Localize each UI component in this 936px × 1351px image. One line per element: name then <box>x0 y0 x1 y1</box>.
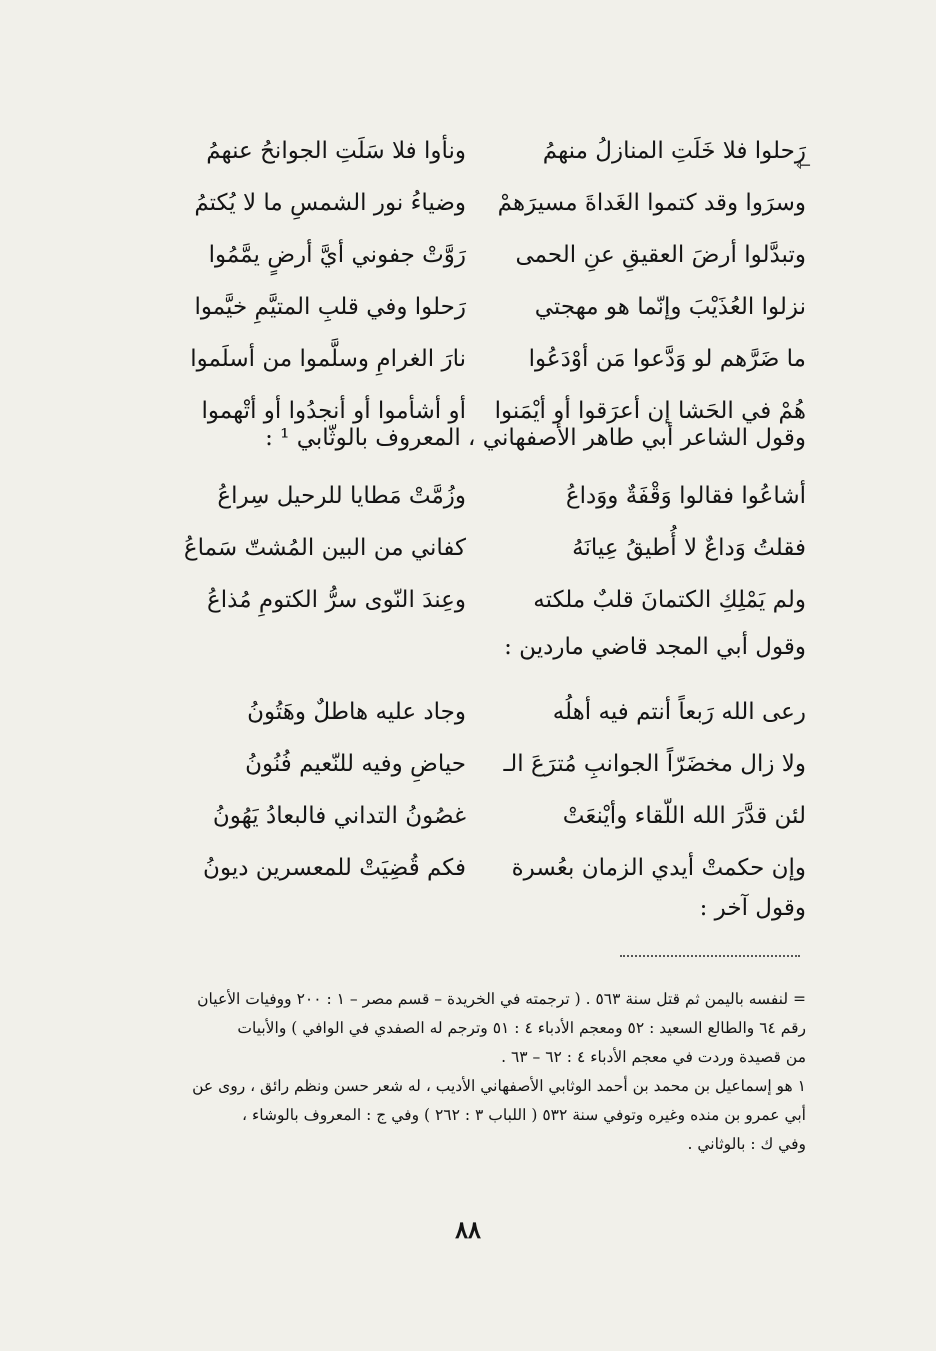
footnote-line: من قصيدة وردت في معجم الأدباء ٤ : ٦٢ – ٦٣ . <box>501 1048 806 1066</box>
verse-second-hemistich: كفاني من البين المُشتّ سَماعُ <box>183 535 466 561</box>
margin-mark: ⇽ <box>796 155 812 176</box>
verse-row <box>126 738 806 790</box>
verse-first-hemistich: ما ضَرَّهم لو وَدَّعوا مَن أوْدَعُوا <box>528 346 806 372</box>
verse-first-hemistich: وإن حكمتْ أيدي الزمان بعُسرة <box>511 855 806 881</box>
verse-row <box>126 790 806 842</box>
footnote-line: = لنفسه باليمن ثم قتل سنة ٥٦٣ . ( ترجمته في الخريدة – قسم مصر – ١ : ٢٠٠ ووفيات الأعيان <box>197 990 806 1008</box>
footnote-separator <box>620 955 800 957</box>
verse-second-hemistich: وضياءُ نور الشمسِ ما لا يُكتمُ <box>194 190 466 216</box>
page-number: ٨٨ <box>455 1215 481 1244</box>
verse-first-hemistich: ولا زال مخضَرّاً الجوانبِ مُترَعَ الـ <box>503 751 806 777</box>
verse-row <box>126 470 806 522</box>
footnote-line: أبي عمرو بن منده وغيره وتوفي سنة ٥٣٢ ( اللباب ٣ : ٢٦٢ ) وفي ج : المعروف بالوشاء ، <box>242 1106 806 1124</box>
verse-second-hemistich: رَحلوا وفي قلبِ المتيَّمِ خيَّموا <box>194 294 466 320</box>
verse-first-hemistich: لئن قدَّرَ الله اللّقاء وأيْنعَتْ <box>562 803 806 829</box>
verse-second-hemistich: حياضِ وفيه للنّعيم فُنُونُ <box>245 751 466 777</box>
verse-row <box>126 522 806 574</box>
footnote-line: وفي ك : بالوثاني . <box>687 1135 806 1153</box>
verse-first-hemistich: نزلوا العُذَيْبَ وإنّما هو مهجتي <box>534 294 806 320</box>
verse-second-hemistich: فكم قُضِيَتْ للمعسرين ديونُ <box>203 855 466 881</box>
footnote-line: رقم ٦٤ والطالع السعيد : ٥٢ ومعجم الأدباء ٤ : ٥١ وترجم له الصفدي في الوافي ) والأبيات <box>237 1019 806 1037</box>
poem-3 <box>126 686 806 894</box>
verse-row <box>126 177 806 229</box>
verse-row <box>126 333 806 385</box>
verse-row <box>126 574 806 626</box>
verse-second-hemistich: وزُمَّتْ مَطايا للرحيل سِراعُ <box>217 483 466 509</box>
verse-second-hemistich: أو أشأموا أو أنجدُوا أو أتْهموا <box>201 398 466 424</box>
verse-second-hemistich: ونأوا فلا سَلَتِ الجوانحُ عنهمُ <box>206 138 466 164</box>
verse-row <box>126 842 806 894</box>
verse-first-hemistich: ولم يَمْلِكِ الكتمانَ قلبٌ ملكته <box>533 587 806 613</box>
poem-4-intro: وقول آخر : <box>699 895 806 921</box>
verse-row <box>126 229 806 281</box>
verse-first-hemistich: رَحلوا فلا خَلَتِ المنازلُ منهمُ <box>542 138 806 164</box>
verse-first-hemistich: هُمْ في الحَشا إن أعرَقوا أو أيْمَنوا <box>494 398 806 424</box>
verse-second-hemistich: رَوَّتْ جفوني أيَّ أرضٍ يمَّمُوا <box>208 242 466 268</box>
footnote-line: ١ هو إسماعيل بن محمد بن أحمد الوثابي الأصفهاني الأديب ، له شعر حسن ونظم رائق ، روى عن <box>192 1077 806 1095</box>
poem-2-intro: وقول الشاعر أبي طاهر الأصفهاني ، المعروف بالوثّابي ¹ : <box>265 425 806 451</box>
verse-first-hemistich: وتبدَّلوا أرضَ العقيقِ عنِ الحمى <box>515 242 806 268</box>
poem-2 <box>126 470 806 626</box>
verse-second-hemistich: نارَ الغرامِ وسلَّموا من أسلَموا <box>190 346 466 372</box>
verse-second-hemistich: وجاد عليه هاطلٌ وهَتُونُ <box>247 699 466 725</box>
verse-row <box>126 281 806 333</box>
verse-first-hemistich: فقلتُ وَداعٌ لا أُطيقُ عِيانَهُ <box>572 535 806 561</box>
verse-first-hemistich: وسرَوا وقد كتموا الغَداةَ مسيرَهمْ <box>497 190 806 216</box>
verse-row <box>126 686 806 738</box>
footnotes <box>116 985 806 1159</box>
verse-second-hemistich: غصُونُ التداني فالبعادُ يَهُونُ <box>212 803 466 829</box>
poem-1 <box>126 125 806 437</box>
verse-second-hemistich: وعِندَ النّوى سرُّ الكتومِ مُذاعُ <box>207 587 466 613</box>
verse-first-hemistich: أشاعُوا فقالوا وَقْفَةٌ ووَداعُ <box>565 483 806 509</box>
verse-row <box>126 125 806 177</box>
poem-3-intro: وقول أبي المجد قاضي ماردين : <box>504 634 806 660</box>
verse-first-hemistich: رعى الله رَبعاً أنتم فيه أهلُه <box>552 699 806 725</box>
